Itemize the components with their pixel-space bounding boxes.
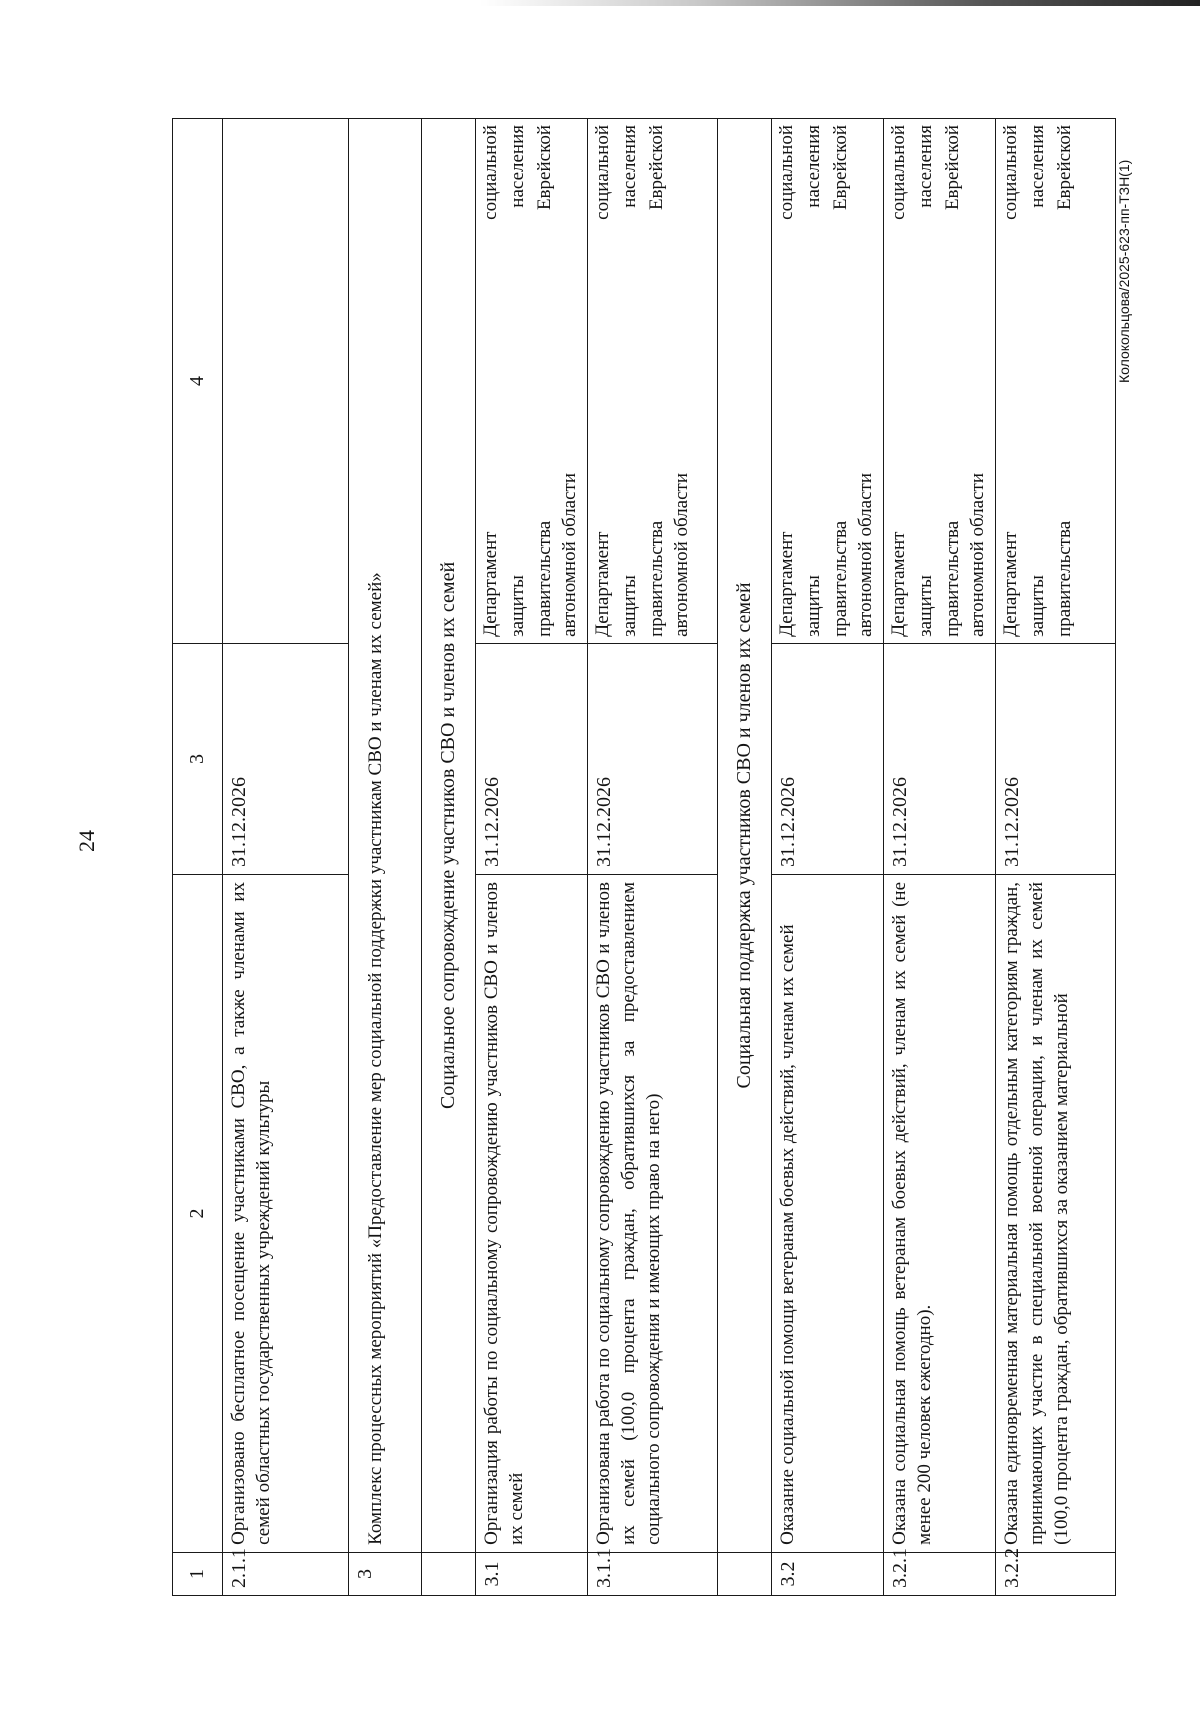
row-responsible: Департамент социальной защиты населения правительства Еврейской автономной области [476,119,588,644]
row-description: Организована работа по социальному сопровождению участников СВО и членов их семей (100,0 процента граждан, обратившихся за предоставлением социального сопровождения и имеющих право на него) [588,874,718,1552]
row-number: 3 [349,1552,422,1595]
row-responsible: Департамент социальной защиты населения правительства Еврейской [996,119,1116,644]
row-number: 2.1.1 [223,1552,349,1595]
table-header-row [173,119,223,1596]
row-number [422,1552,476,1595]
section-title: Комплекс процессных мероприятий «Предоставление мер социальной поддержки участникам СВО и членам их семей» [349,119,422,1553]
row-description: Организация работы по социальному сопровождению участников СВО и членов их семей [476,874,588,1552]
row-responsible: Департамент социальной защиты населения правительства Еврейской автономной области [772,119,884,644]
header-col-1: 1 [173,1552,223,1595]
measures-table [172,118,1116,1596]
row-responsible: Департамент социальной защиты населения правительства Еврейской автономной области [884,119,996,644]
row-date: 31.12.2026 [884,643,996,874]
row-number [718,1552,772,1595]
row-date: 31.12.2026 [223,643,349,874]
table-row [349,119,422,1596]
row-number: 3.2 [772,1552,884,1595]
table-row [223,119,349,1596]
row-description: Организовано бесплатное посещение участниками СВО, а также членами их семей областных государственных учреждений культуры [223,874,349,1552]
table-row [884,119,996,1596]
table-row [718,119,772,1596]
table-row [588,119,718,1596]
table-row [996,119,1116,1596]
row-date: 31.12.2026 [476,643,588,874]
header-col-4: 4 [173,119,223,644]
table-row [772,119,884,1596]
page-number: 24 [74,830,99,852]
row-number: 3.1 [476,1552,588,1595]
row-description: Оказана единовременная материальная помощь отдельным категориям граждан, принимающих участие в специальной военной операции, и членам их семей (100,0 процента граждан, обратившихся за оказанием материальной [996,874,1116,1552]
row-date: 31.12.2026 [588,643,718,874]
row-responsible [223,119,349,644]
row-number: 3.2.1 [884,1552,996,1595]
table-row [422,119,476,1596]
row-number: 3.1.1 [588,1552,718,1595]
rotated-page-content [172,118,1100,1596]
header-col-2: 2 [173,874,223,1552]
row-description: Оказание социальной помощи ветеранам боевых действий, членам их семей [772,874,884,1552]
row-responsible: Департамент социальной защиты населения правительства Еврейской автономной области [588,119,718,644]
row-date: 31.12.2026 [996,643,1116,874]
header-col-3: 3 [173,643,223,874]
row-description: Оказана социальная помощь ветеранам боевых действий, членам их семей (не менее 200 человек ежегодно). [884,874,996,1552]
row-date: 31.12.2026 [772,643,884,874]
subsection-title: Социальное сопровождение участников СВО и членов их семей [422,119,476,1553]
table-row [476,119,588,1596]
subsection-title: Социальная поддержка участников СВО и членов их семей [718,119,772,1553]
row-number: 3.2.2 [996,1552,1116,1595]
scan-edge-line [480,0,1200,6]
document-footer-code: Колокольцова/2025-623-пп-ТЗН(1) [1116,159,1132,383]
